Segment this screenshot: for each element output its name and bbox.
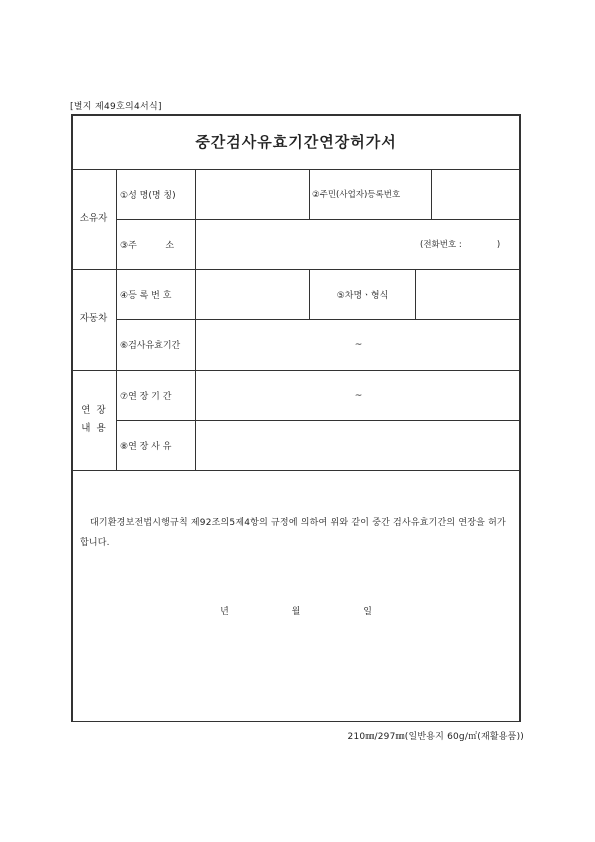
- extension-period-label: ⑦연 장 기 간: [120, 391, 172, 402]
- owner-section-label: 소유자: [79, 212, 108, 224]
- extension-period-field[interactable]: ~: [354, 390, 363, 401]
- vehicle-registration-label: ④등 록 번 호: [120, 290, 172, 301]
- form-title: 중간검사유효기간연장허가서: [195, 133, 397, 151]
- extension-section-label-line2: 내 용: [81, 423, 106, 434]
- date-day: 일: [363, 607, 372, 617]
- divider: [116, 169, 117, 470]
- inspection-validity-label: ⑥검사유효기간: [120, 341, 181, 351]
- name-label: ①성 명(명 칭): [120, 190, 176, 201]
- extension-section-label: [71, 370, 116, 470]
- address-label: ③주 소: [120, 240, 175, 251]
- vehicle-section-label: 자동차: [79, 313, 108, 325]
- date-month: 월: [291, 607, 301, 617]
- date-year: 년: [220, 607, 229, 617]
- extension-reason-field[interactable]: [196, 421, 520, 469]
- vehicle-registration-field[interactable]: [196, 270, 308, 318]
- divider: [71, 470, 521, 471]
- registration-number-label: ②주민(사업자)등록번호: [312, 190, 401, 200]
- registration-number-field[interactable]: [432, 170, 520, 218]
- vehicle-model-label: ⑤차명ㆍ형식: [336, 290, 389, 301]
- extension-section-label-line1: 연 장: [81, 404, 106, 416]
- name-field[interactable]: [196, 170, 308, 218]
- phone-label: (전화번호 : ): [420, 240, 501, 250]
- form-reference: [별지 제49호의4서식]: [70, 102, 162, 112]
- extension-reason-label: ⑧연 장 사 유: [120, 441, 172, 452]
- vehicle-model-field[interactable]: [416, 270, 520, 318]
- inspection-validity-field[interactable]: ~: [354, 340, 363, 350]
- paper-spec-footer: 210㎜/297㎜(일반용지 60g/㎡(재활용품)): [347, 732, 524, 742]
- date-line: [71, 604, 521, 617]
- approval-statement: 대기환경보전법시행규칙 제92조의5제4항의 규정에 의하여 위와 같이 중간 검사유효기간의 연장을 허가합니다.: [80, 518, 506, 548]
- divider: [309, 169, 310, 219]
